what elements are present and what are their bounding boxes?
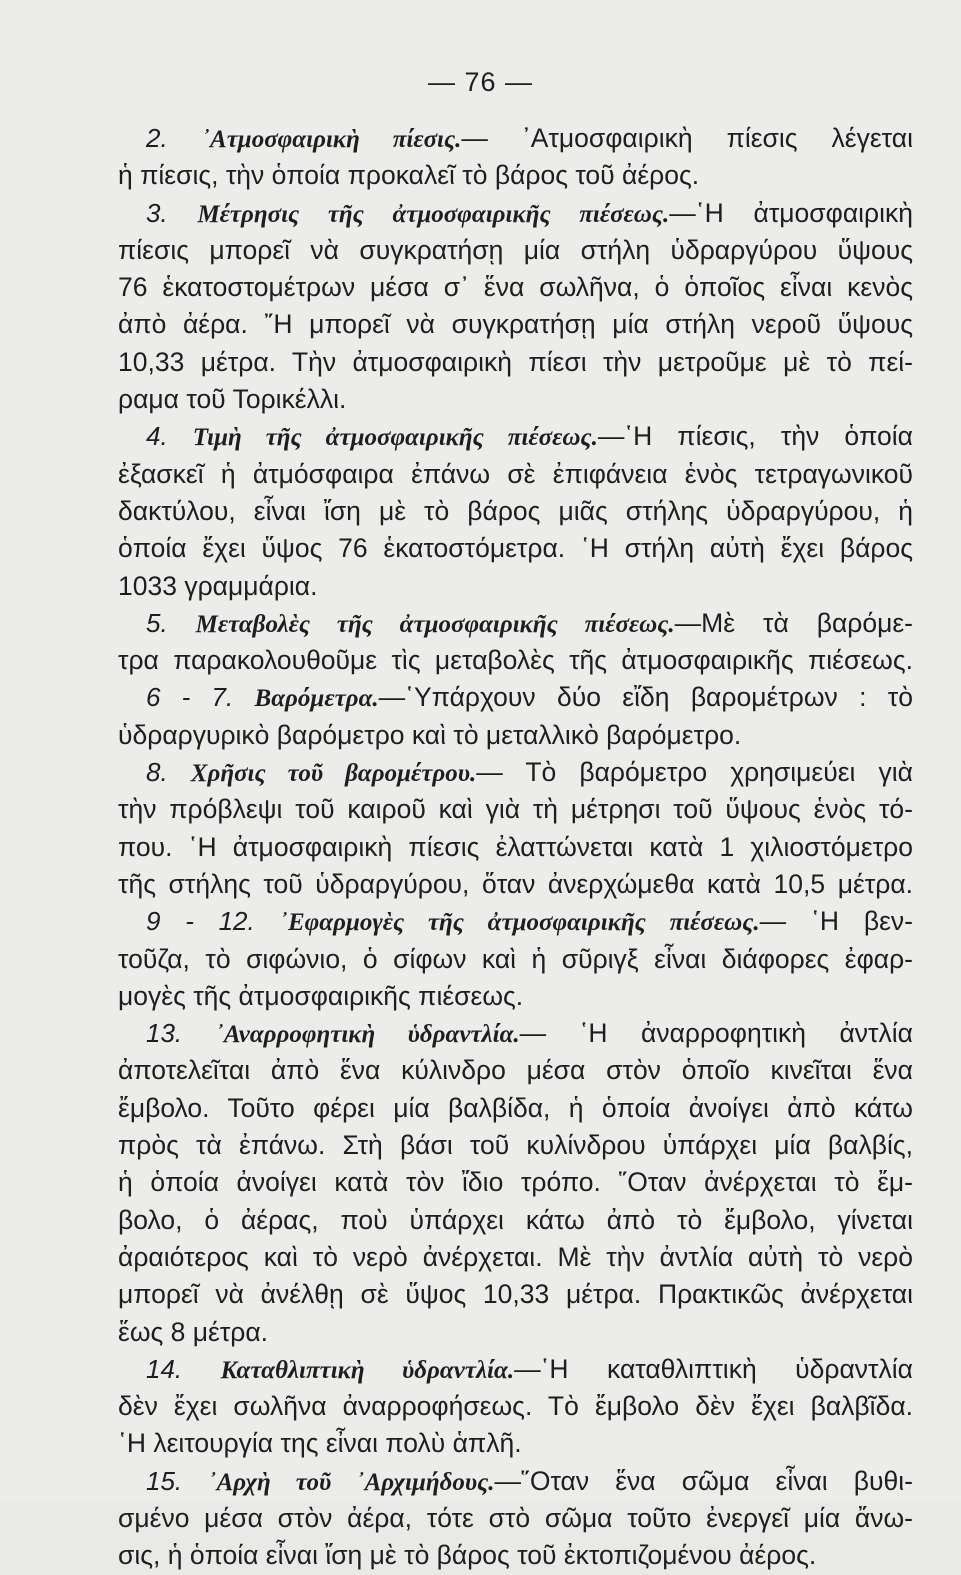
section-heading: Μεταβολὲς τῆς ἀτμοσφαιρικῆς πιέσεως. — [195, 610, 675, 638]
section-number: 9 - 12. — [146, 906, 255, 937]
text-line — [118, 829, 913, 866]
section-number: 3. — [146, 197, 168, 228]
text-line — [118, 717, 913, 754]
line-text: τὴν πρόβλεψι τοῦ καιροῦ καὶ γιὰ τὴ μέτρησι τοῦ ὕψους ἑνὸς τό- — [118, 794, 913, 825]
line-text: 1033 γραμμάρια. — [118, 570, 318, 601]
text-line — [118, 381, 913, 418]
section-number: 15. — [146, 1465, 183, 1496]
line-text: —῾Η ἀτμοσφαιρικὴ — [669, 197, 913, 228]
text-line — [118, 1537, 913, 1574]
line-text: — ᾿Ατμοσφαιρικὴ πίεσις λέγεται — [461, 123, 913, 153]
line-text: ἡ πίεσις, τὴν ὁποία προκαλεῖ τὸ βάρος τοῦ ἀέρος. — [118, 160, 700, 191]
line-text: 10,33 μέτρα. Τὴν ἀτμοσφαιρικὴ πίεσι τὴν μετροῦμε μὲ τὸ πεί- — [118, 346, 913, 377]
line-text: ἀραιότερος καὶ τὸ νερὸ ἀνέρχεται. Μὲ τὴν ἀντλία αὐτὴ τὸ νερὸ — [118, 1241, 913, 1272]
text-line — [118, 866, 913, 903]
text-line — [118, 1314, 913, 1351]
text-line — [118, 754, 913, 791]
line-text: ἀποτελεῖται ἀπὸ ἕνα κύλινδρο μέσα στὸν ὁποῖο κινεῖται ἕνα — [118, 1055, 913, 1086]
section-heading: ᾿Εφαρμογὲς τῆς ἀτμοσφαιρικῆς πιέσεως. — [279, 909, 760, 937]
section-heading: Χρῆσις τοῦ βαρομέτρου. — [190, 760, 477, 788]
section-number: 14. — [146, 1353, 183, 1384]
page-number: — 76 — — [427, 67, 534, 97]
section-number: 6 - 7. — [146, 682, 234, 713]
line-text: βολο, ὁ ἀέρας, ποὺ ὑπάρχει κάτω ἀπὸ τὸ ἔμβολο, γίνεται — [118, 1204, 913, 1235]
line-text: 76 ἑκατοστομέτρων μέσα σ᾿ ἕνα σωλῆνα, ὁ ὁποῖος εἶναι κενὸς — [118, 272, 913, 303]
text-line — [118, 418, 913, 455]
text-line — [118, 1239, 913, 1276]
line-text: τοῦζα, τὸ σιφώνιο, ὁ σίφων καὶ ἡ σῦριγξ εἶναι διάφορες ἐφαρ- — [118, 943, 913, 974]
line-text: —Μὲ τὰ βαρόμε- — [674, 607, 913, 638]
section-heading: ᾿Αναρροφητικὴ ὑδραντλία. — [215, 1021, 520, 1049]
text-line — [118, 120, 913, 157]
text-line — [118, 642, 913, 679]
text-line — [118, 679, 913, 716]
line-text: δὲν ἔχει σωλῆνα ἀναρροφήσεως. Τὸ ἔμβολο δὲν ἔχει βαλβῖδα. — [118, 1391, 913, 1422]
text-line — [118, 903, 913, 940]
text-line — [118, 1127, 913, 1164]
line-text: ἕως 8 μέτρα. — [118, 1316, 269, 1347]
section-number: 8. — [146, 757, 168, 788]
text-line — [118, 493, 913, 530]
line-text: πίεσις μπορεῖ νὰ συγκρατήσῃ μία στήλη ὑδραργύρου ὕψους — [118, 234, 913, 265]
text-line — [118, 941, 913, 978]
line-text: τῆς στήλης τοῦ ὑδραργύρου, ὅταν ἀνερχώμεθα κατὰ 10,5 μέτρα. — [118, 868, 913, 899]
text-line — [118, 1500, 913, 1537]
line-text: μπορεῖ νὰ ἀνέλθῃ σὲ ὕψος 10,33 μέτρα. Πρακτικῶς ἀνέρχεται — [118, 1279, 913, 1310]
text-line — [118, 232, 913, 269]
line-text: — ῾Η βεν- — [759, 906, 913, 937]
body-text — [118, 120, 913, 1575]
text-line — [118, 1164, 913, 1201]
line-text: ραμα τοῦ Τορικέλλι. — [118, 384, 347, 415]
line-text: που. ῾Η ἀτμοσφαιρικὴ πίεσις ἐλαττώνεται κατὰ 1 χιλιοστόμετρο — [118, 831, 913, 862]
line-text: δακτύλου, εἶναι ἴση μὲ τὸ βάρος μιᾶς στήλης ὑδραργύρου, ἡ — [118, 495, 913, 526]
section-heading: ᾿Ατμοσφαιρικὴ πίεσις. — [201, 126, 462, 153]
section-number: 13. — [146, 1018, 183, 1049]
text-line — [118, 1052, 913, 1089]
text-line — [118, 306, 913, 343]
text-line — [118, 195, 913, 232]
text-line — [118, 1276, 913, 1313]
line-text: τρα παρακολουθοῦμε τὶς μεταβολὲς τῆς ἀτμοσφαιρικῆς πιέσεως. — [118, 645, 913, 676]
section-heading: Βαρόμετρα. — [254, 685, 379, 713]
line-text: σμένο μέσα στὸν ἀέρα, τότε στὸ σῶμα τοῦτο ἐνεργεῖ μία ἄνω- — [118, 1502, 913, 1533]
text-line — [118, 157, 913, 194]
section-number: 4. — [146, 421, 168, 452]
line-text: ἔμβολο. Τοῦτο φέρει μία βαλβίδα, ἡ ὁποία ἀνοίγει ἀπὸ κάτω — [118, 1092, 913, 1123]
text-line — [118, 1425, 913, 1462]
line-text: —῾Η πίεσις, τὴν ὁποία — [597, 421, 913, 452]
line-text: —῞Οταν ἕνα σῶμα εἶναι βυθι- — [494, 1465, 913, 1496]
line-text: ἡ ὁποία ἀνοίγει κατὰ τὸν ἴδιο τρόπο. ῞Οταν ἀνέρχεται τὸ ἔμ- — [118, 1167, 913, 1198]
text-line — [118, 456, 913, 493]
section-heading: Καταθλιπτικὴ ὑδραντλία. — [220, 1356, 515, 1384]
text-line — [118, 791, 913, 828]
line-text: ἐξασκεῖ ἡ ἀτμόσφαιρα ἐπάνω σὲ ἐπιφάνεια ἑνὸς τετραγωνικοῦ — [118, 458, 913, 489]
text-line — [118, 344, 913, 381]
line-text: — ῾Η ἀναρροφητικὴ ἀντλία — [519, 1018, 913, 1049]
section-number: 5. — [146, 607, 168, 638]
line-text: ἀπὸ ἀέρα. ῎Η μπορεῖ νὰ συγκρατήσῃ μία στήλη νεροῦ ὕψους — [118, 309, 913, 340]
section-heading: ᾿Αρχὴ τοῦ ᾿Αρχιμήδους. — [208, 1468, 495, 1496]
section-heading: Τιμὴ τῆς ἀτμοσφαιρικῆς πιέσεως. — [192, 424, 598, 452]
line-text: σις, ἡ ὁποία εἶναι ἴση μὲ τὸ βάρος τοῦ ἐκτοπιζομένου ἀέρος. — [118, 1540, 817, 1571]
text-line — [118, 269, 913, 306]
line-text: —῾Υπάρχουν δύο εἴδη βαρομέτρων : τὸ — [378, 682, 913, 713]
section-heading: Μέτρησις τῆς ἀτμοσφαιρικῆς πιέσεως. — [197, 200, 670, 228]
line-text: — Τὸ βαρόμετρο χρησιμεύει γιὰ — [476, 757, 913, 788]
text-line — [118, 1090, 913, 1127]
section-number: 2. — [146, 123, 168, 153]
text-line — [118, 978, 913, 1015]
line-text: μογὲς τῆς ἀτμοσφαιρικῆς πιέσεως. — [118, 980, 524, 1011]
text-line — [118, 605, 913, 642]
text-line — [118, 530, 913, 567]
text-line — [118, 1015, 913, 1052]
line-text: ὑδραργυρικὸ βαρόμετρο καὶ τὸ μεταλλικὸ βαρόμετρο. — [118, 719, 742, 750]
line-text: ὁποία ἔχει ὕψος 76 ἑκατοστόμετρα. ῾Η στήλη αὐτὴ ἔχει βάρος — [118, 533, 913, 564]
text-line — [118, 1388, 913, 1425]
line-text: —῾Η καταθλιπτικὴ ὑδραντλία — [514, 1353, 913, 1384]
text-line — [118, 568, 913, 605]
text-line — [118, 1463, 913, 1500]
line-text: ῾Η λειτουργία της εἶναι πολὺ ἁπλῆ. — [118, 1428, 522, 1459]
text-line — [118, 1202, 913, 1239]
text-line — [118, 1351, 913, 1388]
line-text: πρὸς τὰ ἐπάνω. Στὴ βάσι τοῦ κυλίνδρου ὑπάρχει μία βαλβίς, — [118, 1130, 913, 1161]
